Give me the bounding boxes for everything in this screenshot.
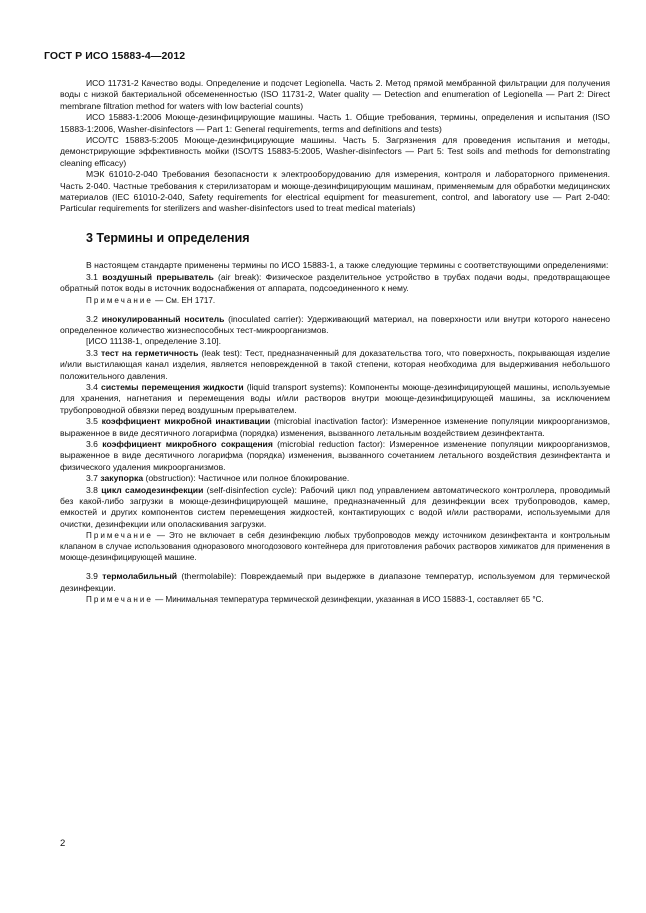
term-number: 3.9 bbox=[86, 571, 103, 582]
note-text: — Минимальная температура термической дезинфекции, указанная в ИСО 15883-1, составляет 65 °С. bbox=[152, 595, 544, 605]
term-name: коэффициент микробной инактивации bbox=[101, 416, 271, 427]
note-text: — Это не включает в себя дезинфекцию любых трубопроводов между источником дезинфектанта и контрольным клапаном в случае использования одноразового многодозового контейнера для приготовления рабочих растворов химикатов для применения в моюще-дезинфицирующей машине. bbox=[60, 531, 610, 563]
term-definition: (leak test): Тест, предназначенный для доказательства того, что поверхность, покрывающая изделие и/или выстилающая канал изделия, является неповрежденной в такой степени, которая необходима для выдерживания небольшого положительного давления. bbox=[60, 347, 610, 381]
term-number: 3.2 bbox=[86, 313, 102, 324]
note-3-8 bbox=[60, 530, 610, 563]
term-definition: (obstruction): Частичное или полное блокирование. bbox=[143, 473, 350, 484]
note-label: Примечание bbox=[86, 295, 153, 305]
section-intro: В настоящем стандарте применены термины по ИСО 15883-1, а также следующие термины с соответствующими определениями: bbox=[86, 260, 609, 271]
term-number: 3.3 bbox=[86, 347, 101, 358]
note-text: — См. ЕН 1717. bbox=[152, 295, 216, 305]
term-name: цикл самодезинфекции bbox=[101, 484, 204, 495]
term-3-8 bbox=[60, 485, 610, 531]
term-name: воздушный прерыватель bbox=[102, 271, 214, 282]
term-definition: (thermolabile): Повреждаемый при выдержке в диапазоне температур, используемом для термической дезинфекции. bbox=[60, 571, 610, 593]
term-3-1 bbox=[60, 272, 610, 295]
term-number: 3.1 bbox=[86, 271, 103, 282]
term-name: тест на герметичность bbox=[100, 347, 199, 358]
term-definition: (microbial inactivation factor): Измеренное изменение популяции микроорганизмов, выраженное в виде десятичного логарифма (порядка) изменения, вызванного летальным воздействием дезинфектанта. bbox=[60, 416, 610, 438]
term-name: системы перемещения жидкости bbox=[101, 381, 244, 392]
term-definition: (inoculated carrier): Удерживающий материал, на поверхности или внутри которого нанесено определенное количество жизнеспособных тест-микроорганизмов. bbox=[60, 313, 610, 335]
term-definition: (microbial reduction factor): Измеренное изменение популяции микроорганизмов, выраженное в виде десятичного логарифма (порядка) изменения, вызванного сочетанием летального воздействия дезинфектанта и физического удаления микроорганизмов. bbox=[60, 438, 610, 472]
term-3-3 bbox=[60, 348, 610, 382]
term-number: 3.5 bbox=[86, 416, 102, 427]
section-title: 3 Термины и определения bbox=[86, 230, 250, 245]
term-name: коэффициент микробного сокращения bbox=[102, 438, 273, 449]
reference-iso-11731-2: ИСО 11731-2 Качество воды. Определение и подсчет Legionella. Часть 2. Метод прямой мембранной фильтрации для получения воды с низкой бактериальной обсемененностью (ISO 11731-2, Water quality — Detection and enumeration of Legionella — Part 2: Direct membrane filtration method for waters with low bacterial counts) bbox=[60, 78, 610, 111]
note-3-1 bbox=[60, 295, 610, 306]
term-3-6 bbox=[60, 439, 610, 473]
document-header: ГОСТ Р ИСО 15883-4—2012 bbox=[44, 50, 186, 62]
term-3-2 bbox=[60, 314, 610, 337]
page-content bbox=[60, 78, 610, 605]
term-name: закупорка bbox=[100, 473, 144, 484]
term-name: термолабильный bbox=[102, 571, 178, 582]
term-number: 3.6 bbox=[86, 438, 103, 449]
term-3-7 bbox=[60, 473, 610, 484]
term-number: 3.4 bbox=[86, 381, 102, 392]
note-3-9 bbox=[60, 594, 610, 605]
term-definition: (self-disinfection cycle): Рабочий цикл под управлением автоматического контроллера, проводимый без какой-либо загрузки в моюще-дезинфицирующей машине, предназначенный для дезинфекции всех трубопроводов, камер, емкостей и других компонентов систем перемещения жидкостей, контактирующих с водой и/или растворами, используемыми для очистки, дезинфекции или ополаскивания загрузки. bbox=[60, 484, 610, 529]
page-number: 2 bbox=[60, 838, 66, 849]
note-label: Примечание bbox=[86, 595, 153, 605]
reference-iso-15883-1: ИСО 15883-1:2006 Моюще-дезинфицирующие машины. Часть 1. Общие требования, термины, определения и испытания (ISO 15883-1:2006, Washer-disinfectors — Part 1: General requirements, terms and definitions and tests) bbox=[60, 112, 610, 134]
reference-iec-61010-2-040: МЭК 61010-2-040 Требования безопасности к электрооборудованию для измерения, контроля и лабораторного применения. Часть 2-040. Частные требования к стерилизаторам и моюще-дезинфицирующим машинам, применяемым для обработки медицинских материалов (IEC 61010-2-040, Safety requirements for electrical equipment for measurement, control, and laboratory use — Part 2-040: Particular requirements for sterilizers and washer-disinfectors used to treat medical materials) bbox=[60, 169, 610, 214]
term-name: инокулированный носитель bbox=[101, 313, 225, 324]
term-definition: (air break): Физическое разделительное устройство в трубах подачи воды, предотвращающее обратный поток воды в источник водоснабжения от аппарата, подсоединенного к нему. bbox=[60, 271, 610, 294]
term-3-2-reference: [ИСО 11138-1, определение 3.10]. bbox=[86, 336, 222, 347]
term-3-4 bbox=[60, 382, 610, 416]
term-3-9 bbox=[60, 571, 610, 594]
term-number: 3.8 bbox=[86, 484, 102, 495]
note-label: Примечание bbox=[86, 531, 153, 541]
reference-iso-ts-15883-5: ИСО/ТС 15883-5:2005 Моюще-дезинфицирующие машины. Часть 5. Загрязнения для проведения испытания и методы, демонстрирующие эффективность мойки (ISO/TS 15883-5:2005, Washer-disinfectors — Part 5: Test soils and methods for demonstrating cleaning efficacy) bbox=[60, 135, 610, 168]
term-number: 3.7 bbox=[86, 473, 101, 484]
term-definition: (liquid transport systems): Компоненты моюще-дезинфицирующей машины, используемые для хранения, нагнетания и перемещения воды и/или растворов внутри моюще-дезинфицирующей машины, за исключением трубопроводной обвязки перед воздушным прерывателем. bbox=[60, 381, 611, 415]
term-3-5 bbox=[60, 416, 610, 439]
